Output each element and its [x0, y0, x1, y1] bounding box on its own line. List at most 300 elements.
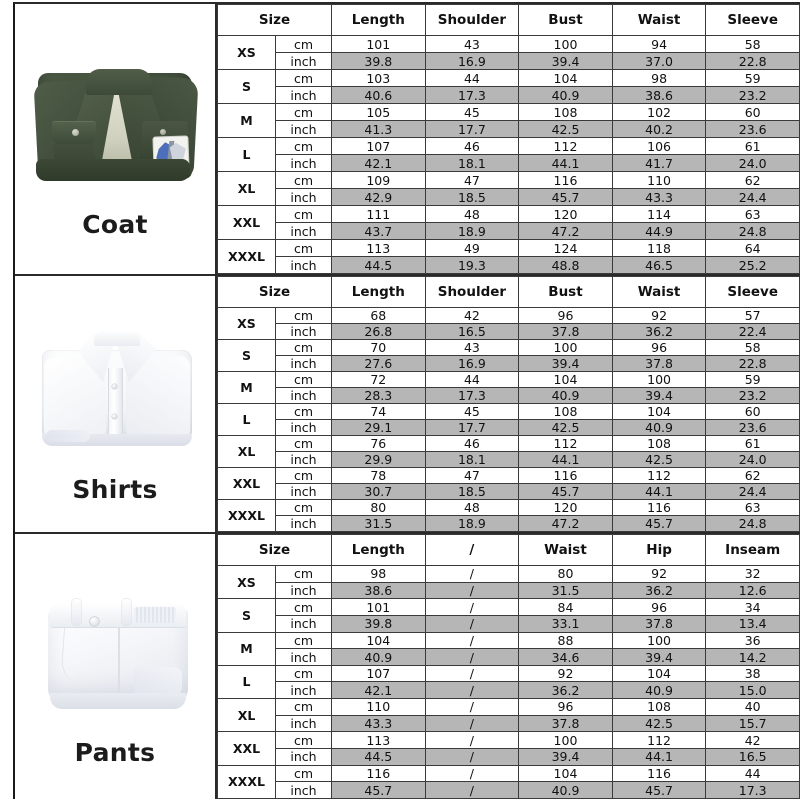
- cell-shoulder: 42: [425, 308, 519, 324]
- size-section-pants: [15, 534, 800, 799]
- size-label: XXXL: [218, 500, 276, 532]
- cell-shoulder: 45: [425, 404, 519, 420]
- cell-waist: 92: [519, 665, 613, 682]
- cell-hip: 112: [612, 732, 706, 749]
- cell-shoulder: 46: [425, 138, 519, 155]
- size-table-shirts: [217, 276, 800, 532]
- cell-length: 78: [332, 468, 426, 484]
- table-row: [218, 87, 800, 104]
- cell-bust: 39.4: [519, 356, 613, 372]
- cell-sleeve: 24.0: [706, 452, 800, 468]
- cell-hip: 40.9: [612, 682, 706, 699]
- cell-shoulder: 47: [425, 172, 519, 189]
- cell-slash: /: [425, 599, 519, 616]
- cell-shoulder: 43: [425, 36, 519, 53]
- cell-bust: 108: [519, 104, 613, 121]
- cell-waist: 40.9: [612, 420, 706, 436]
- table-row: [218, 240, 800, 257]
- cell-bust: 48.8: [519, 257, 613, 274]
- cell-sleeve: 58: [706, 340, 800, 356]
- cell-inseam: 15.0: [706, 682, 800, 699]
- cell-sleeve: 62: [706, 172, 800, 189]
- cell-sleeve: 61: [706, 138, 800, 155]
- cell-sleeve: 64: [706, 240, 800, 257]
- table-row: [218, 665, 800, 682]
- cell-length: 42.9: [332, 189, 426, 206]
- table-row: [218, 121, 800, 138]
- cell-hip: 104: [612, 665, 706, 682]
- unit-label: cm: [276, 36, 332, 53]
- unit-label: inch: [276, 155, 332, 172]
- cell-inseam: 36: [706, 632, 800, 649]
- cell-sleeve: 23.2: [706, 388, 800, 404]
- unit-label: inch: [276, 452, 332, 468]
- cell-bust: 44.1: [519, 452, 613, 468]
- product-panel-shirts: [15, 276, 217, 532]
- unit-label: cm: [276, 308, 332, 324]
- cell-length: 101: [332, 599, 426, 616]
- table-header-row: [218, 277, 800, 308]
- table-row: [218, 189, 800, 206]
- column-header-inseam: Inseam: [706, 535, 800, 566]
- unit-label: cm: [276, 172, 332, 189]
- cell-length: 103: [332, 70, 426, 87]
- table-row: [218, 308, 800, 324]
- cell-sleeve: 24.0: [706, 155, 800, 172]
- cell-inseam: 38: [706, 665, 800, 682]
- size-label: XS: [218, 36, 276, 70]
- unit-label: inch: [276, 388, 332, 404]
- size-chart-frame: [13, 2, 800, 799]
- cell-bust: 120: [519, 500, 613, 516]
- cell-hip: 44.1: [612, 749, 706, 766]
- cell-length: 113: [332, 732, 426, 749]
- table-row: [218, 340, 800, 356]
- column-header-length: Length: [332, 5, 426, 36]
- size-label: XL: [218, 699, 276, 732]
- folded-white-pants-icon: [48, 595, 188, 711]
- cell-inseam: 12.6: [706, 582, 800, 599]
- cell-length: 26.8: [332, 324, 426, 340]
- cell-sleeve: 60: [706, 404, 800, 420]
- cell-inseam: 34: [706, 599, 800, 616]
- cell-slash: /: [425, 582, 519, 599]
- cell-sleeve: 57: [706, 308, 800, 324]
- cell-length: 74: [332, 404, 426, 420]
- cell-length: 110: [332, 699, 426, 716]
- cell-inseam: 15.7: [706, 715, 800, 732]
- cell-shoulder: 18.5: [425, 189, 519, 206]
- table-row: [218, 582, 800, 599]
- table-row: [218, 615, 800, 632]
- unit-label: cm: [276, 665, 332, 682]
- unit-label: inch: [276, 615, 332, 632]
- cell-waist: 36.2: [519, 682, 613, 699]
- unit-label: inch: [276, 715, 332, 732]
- cell-shoulder: 46: [425, 436, 519, 452]
- cell-length: 104: [332, 632, 426, 649]
- cell-slash: /: [425, 615, 519, 632]
- unit-label: cm: [276, 468, 332, 484]
- table-row: [218, 36, 800, 53]
- cell-length: 107: [332, 138, 426, 155]
- size-label: XXL: [218, 468, 276, 500]
- cell-waist: 40.9: [519, 782, 613, 799]
- cell-hip: 36.2: [612, 582, 706, 599]
- table-row: [218, 765, 800, 782]
- cell-length: 98: [332, 566, 426, 583]
- product-panel-coat: [15, 4, 217, 274]
- unit-label: inch: [276, 87, 332, 104]
- cell-shoulder: 49: [425, 240, 519, 257]
- table-row: [218, 484, 800, 500]
- cell-slash: /: [425, 782, 519, 799]
- cell-length: 42.1: [332, 682, 426, 699]
- table-row: [218, 257, 800, 274]
- size-label: L: [218, 138, 276, 172]
- cell-waist: 98: [612, 70, 706, 87]
- size-label: S: [218, 70, 276, 104]
- table-row: [218, 516, 800, 532]
- cell-inseam: 16.5: [706, 749, 800, 766]
- cell-sleeve: 24.4: [706, 484, 800, 500]
- unit-label: inch: [276, 516, 332, 532]
- cell-waist: 42.5: [612, 452, 706, 468]
- cell-shoulder: 17.7: [425, 420, 519, 436]
- size-label: S: [218, 340, 276, 372]
- cell-waist: 39.4: [519, 749, 613, 766]
- unit-label: inch: [276, 53, 332, 70]
- column-header-hip: Hip: [612, 535, 706, 566]
- pants-image: [26, 571, 204, 736]
- product-label-coat: Coat: [82, 210, 148, 239]
- size-table-wrap-coat: [217, 4, 800, 274]
- table-row: [218, 356, 800, 372]
- cell-waist: 118: [612, 240, 706, 257]
- cell-hip: 42.5: [612, 715, 706, 732]
- cell-waist: 100: [612, 372, 706, 388]
- size-label: XXL: [218, 732, 276, 765]
- table-row: [218, 599, 800, 616]
- cell-waist: 38.6: [612, 87, 706, 104]
- cell-sleeve: 25.2: [706, 257, 800, 274]
- product-label-shirts: Shirts: [72, 475, 158, 504]
- cell-waist: 39.4: [612, 388, 706, 404]
- column-header-waist: Waist: [519, 535, 613, 566]
- cell-bust: 42.5: [519, 420, 613, 436]
- unit-label: inch: [276, 582, 332, 599]
- cell-hip: 39.4: [612, 649, 706, 666]
- cell-shoulder: 47: [425, 468, 519, 484]
- cell-bust: 112: [519, 138, 613, 155]
- table-row: [218, 436, 800, 452]
- cell-waist: 96: [612, 340, 706, 356]
- cell-hip: 37.8: [612, 615, 706, 632]
- cell-hip: 45.7: [612, 782, 706, 799]
- size-label: L: [218, 404, 276, 436]
- cell-bust: 45.7: [519, 484, 613, 500]
- cell-shoulder: 44: [425, 372, 519, 388]
- column-header-sleeve: Sleeve: [706, 277, 800, 308]
- cell-length: 70: [332, 340, 426, 356]
- cell-waist: 80: [519, 566, 613, 583]
- unit-label: cm: [276, 206, 332, 223]
- unit-label: cm: [276, 566, 332, 583]
- cell-waist: 104: [612, 404, 706, 420]
- cell-sleeve: 22.8: [706, 53, 800, 70]
- cell-sleeve: 23.6: [706, 121, 800, 138]
- cell-sleeve: 61: [706, 436, 800, 452]
- cell-waist: 112: [612, 468, 706, 484]
- cell-bust: 116: [519, 468, 613, 484]
- cell-shoulder: 18.9: [425, 223, 519, 240]
- column-header-shoulder: Shoulder: [425, 277, 519, 308]
- cell-inseam: 42: [706, 732, 800, 749]
- cell-shoulder: 17.3: [425, 87, 519, 104]
- product-panel-pants: [15, 534, 217, 799]
- size-label: M: [218, 632, 276, 665]
- cell-bust: 100: [519, 340, 613, 356]
- cell-shoulder: 18.5: [425, 484, 519, 500]
- cell-inseam: 40: [706, 699, 800, 716]
- unit-label: inch: [276, 356, 332, 372]
- cell-bust: 39.4: [519, 53, 613, 70]
- cell-waist: 114: [612, 206, 706, 223]
- size-table-wrap-pants: [217, 534, 800, 799]
- table-row: [218, 500, 800, 516]
- cell-waist: 104: [519, 765, 613, 782]
- cell-inseam: 17.3: [706, 782, 800, 799]
- table-header-row: [218, 5, 800, 36]
- cell-hip: 116: [612, 765, 706, 782]
- cell-length: 76: [332, 436, 426, 452]
- cell-length: 40.6: [332, 87, 426, 104]
- cell-waist: 40.2: [612, 121, 706, 138]
- cell-shoulder: 18.1: [425, 155, 519, 172]
- cell-bust: 104: [519, 70, 613, 87]
- column-header-length: Length: [332, 277, 426, 308]
- size-table-wrap-shirts: [217, 276, 800, 532]
- table-row: [218, 372, 800, 388]
- cell-length: 40.9: [332, 649, 426, 666]
- cell-bust: 116: [519, 172, 613, 189]
- unit-label: inch: [276, 649, 332, 666]
- cell-slash: /: [425, 682, 519, 699]
- table-row: [218, 468, 800, 484]
- table-row: [218, 53, 800, 70]
- cell-waist: 37.8: [612, 356, 706, 372]
- cell-slash: /: [425, 632, 519, 649]
- cell-slash: /: [425, 649, 519, 666]
- unit-label: inch: [276, 223, 332, 240]
- cell-length: 68: [332, 308, 426, 324]
- unit-label: inch: [276, 782, 332, 799]
- cell-bust: 40.9: [519, 388, 613, 404]
- cell-waist: 44.1: [612, 484, 706, 500]
- cell-bust: 42.5: [519, 121, 613, 138]
- column-header-bust: Bust: [519, 5, 613, 36]
- table-row: [218, 566, 800, 583]
- cell-waist: 44.9: [612, 223, 706, 240]
- cell-length: 113: [332, 240, 426, 257]
- table-row: [218, 749, 800, 766]
- cell-waist: 92: [612, 308, 706, 324]
- table-row: [218, 452, 800, 468]
- product-label-pants: Pants: [74, 737, 156, 767]
- unit-label: cm: [276, 138, 332, 155]
- cell-length: 109: [332, 172, 426, 189]
- cell-waist: 116: [612, 500, 706, 516]
- table-row: [218, 782, 800, 799]
- cell-slash: /: [425, 749, 519, 766]
- cell-length: 39.8: [332, 53, 426, 70]
- unit-label: cm: [276, 70, 332, 87]
- table-row: [218, 420, 800, 436]
- size-section-coat: [15, 4, 800, 276]
- cell-sleeve: 24.8: [706, 516, 800, 532]
- cell-sleeve: 60: [706, 104, 800, 121]
- cell-shoulder: 16.9: [425, 356, 519, 372]
- table-row: [218, 172, 800, 189]
- cell-waist: 110: [612, 172, 706, 189]
- cell-length: 45.7: [332, 782, 426, 799]
- cell-length: 27.6: [332, 356, 426, 372]
- cell-waist: 84: [519, 599, 613, 616]
- size-label: L: [218, 665, 276, 698]
- cell-length: 31.5: [332, 516, 426, 532]
- cell-length: 43.7: [332, 223, 426, 240]
- cell-bust: 100: [519, 36, 613, 53]
- table-row: [218, 70, 800, 87]
- cell-shoulder: 17.7: [425, 121, 519, 138]
- cell-sleeve: 23.2: [706, 87, 800, 104]
- unit-label: cm: [276, 632, 332, 649]
- unit-label: cm: [276, 340, 332, 356]
- unit-label: inch: [276, 121, 332, 138]
- table-row: [218, 155, 800, 172]
- cell-bust: 108: [519, 404, 613, 420]
- cell-slash: /: [425, 715, 519, 732]
- cell-bust: 124: [519, 240, 613, 257]
- cell-slash: /: [425, 765, 519, 782]
- column-header-slash: /: [425, 535, 519, 566]
- size-table-pants: [217, 534, 800, 799]
- cell-waist: 108: [612, 436, 706, 452]
- cell-length: 105: [332, 104, 426, 121]
- column-header-sleeve: Sleeve: [706, 5, 800, 36]
- column-header-size: Size: [218, 535, 332, 566]
- cell-length: 80: [332, 500, 426, 516]
- cell-length: 28.3: [332, 388, 426, 404]
- cell-shoulder: 44: [425, 70, 519, 87]
- cell-length: 41.3: [332, 121, 426, 138]
- unit-label: cm: [276, 699, 332, 716]
- cell-sleeve: 23.6: [706, 420, 800, 436]
- cell-waist: 100: [519, 732, 613, 749]
- cell-length: 38.6: [332, 582, 426, 599]
- cell-length: 42.1: [332, 155, 426, 172]
- cell-shoulder: 16.5: [425, 324, 519, 340]
- size-label: S: [218, 599, 276, 632]
- cell-bust: 40.9: [519, 87, 613, 104]
- unit-label: cm: [276, 404, 332, 420]
- cell-length: 101: [332, 36, 426, 53]
- cell-sleeve: 59: [706, 70, 800, 87]
- shirt-image: [26, 308, 204, 473]
- unit-label: cm: [276, 240, 332, 257]
- column-header-waist: Waist: [612, 277, 706, 308]
- cell-waist: 45.7: [612, 516, 706, 532]
- unit-label: cm: [276, 104, 332, 121]
- unit-label: cm: [276, 732, 332, 749]
- cell-waist: 41.7: [612, 155, 706, 172]
- cell-slash: /: [425, 665, 519, 682]
- table-row: [218, 732, 800, 749]
- cell-waist: 37.0: [612, 53, 706, 70]
- cell-waist: 36.2: [612, 324, 706, 340]
- cell-sleeve: 58: [706, 36, 800, 53]
- cell-length: 29.1: [332, 420, 426, 436]
- cell-sleeve: 63: [706, 206, 800, 223]
- cell-waist: 33.1: [519, 615, 613, 632]
- cell-shoulder: 17.3: [425, 388, 519, 404]
- cell-length: 72: [332, 372, 426, 388]
- cell-waist: 43.3: [612, 189, 706, 206]
- unit-label: inch: [276, 257, 332, 274]
- size-table-coat: [217, 4, 800, 274]
- unit-label: inch: [276, 189, 332, 206]
- cell-hip: 108: [612, 699, 706, 716]
- cell-inseam: 14.2: [706, 649, 800, 666]
- cell-waist: 88: [519, 632, 613, 649]
- unit-label: cm: [276, 500, 332, 516]
- cell-sleeve: 63: [706, 500, 800, 516]
- cell-shoulder: 48: [425, 206, 519, 223]
- folded-white-shirt-icon: [42, 328, 192, 452]
- column-header-bust: Bust: [519, 277, 613, 308]
- column-header-length: Length: [332, 535, 426, 566]
- cell-shoulder: 43: [425, 340, 519, 356]
- cell-slash: /: [425, 566, 519, 583]
- cell-length: 44.5: [332, 749, 426, 766]
- cell-hip: 92: [612, 566, 706, 583]
- cell-waist: 94: [612, 36, 706, 53]
- cell-length: 107: [332, 665, 426, 682]
- cell-hip: 100: [612, 632, 706, 649]
- cell-length: 111: [332, 206, 426, 223]
- cell-shoulder: 48: [425, 500, 519, 516]
- cell-sleeve: 24.4: [706, 189, 800, 206]
- cell-length: 44.5: [332, 257, 426, 274]
- cell-inseam: 13.4: [706, 615, 800, 632]
- cell-waist: 34.6: [519, 649, 613, 666]
- cell-inseam: 44: [706, 765, 800, 782]
- cell-length: 43.3: [332, 715, 426, 732]
- table-row: [218, 649, 800, 666]
- cell-slash: /: [425, 732, 519, 749]
- unit-label: inch: [276, 420, 332, 436]
- table-row: [218, 223, 800, 240]
- unit-label: inch: [276, 749, 332, 766]
- column-header-shoulder: Shoulder: [425, 5, 519, 36]
- cell-bust: 44.1: [519, 155, 613, 172]
- folded-military-coat-icon: [34, 59, 196, 187]
- cell-shoulder: 19.3: [425, 257, 519, 274]
- table-row: [218, 324, 800, 340]
- column-header-size: Size: [218, 5, 332, 36]
- table-row: [218, 388, 800, 404]
- cell-sleeve: 22.8: [706, 356, 800, 372]
